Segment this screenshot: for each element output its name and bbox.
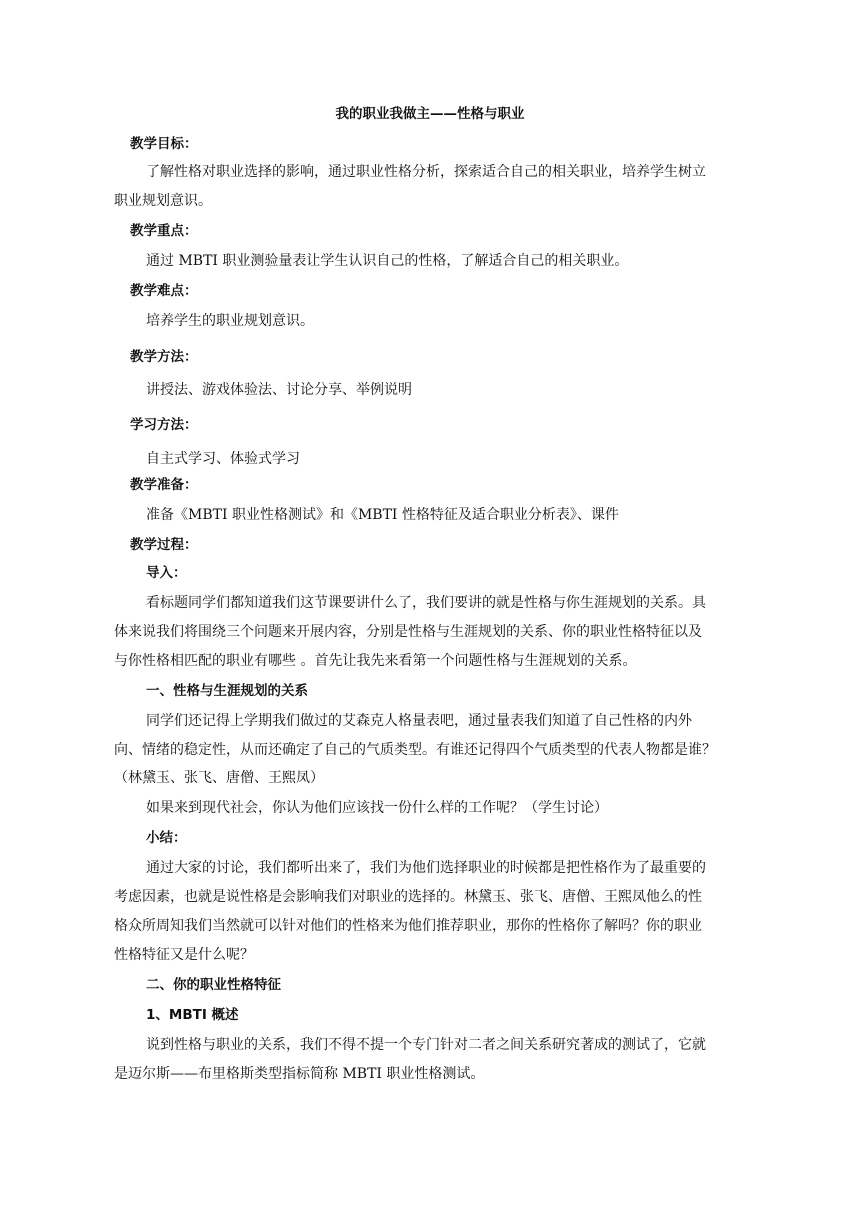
process-heading: 教学过程：: [130, 537, 198, 553]
key-heading: 教学重点：: [130, 223, 198, 239]
preparation-text: 准备《MBTI 职业性格测试》和《MBTI 性格特征及适合职业分析表》、课件: [146, 507, 619, 523]
section-1-text-line: （林黛玉、张飞、唐僧、王熙凤）: [114, 770, 324, 786]
section-1-text-line: 如果来到现代社会，你认为他们应该找一份什么样的工作呢？（学生讨论）: [146, 800, 608, 816]
summary-heading: 小结：: [146, 830, 187, 846]
method-text: 讲授法、游戏体验法、讨论分享、举例说明: [146, 382, 412, 398]
method-heading: 教学方法：: [130, 349, 198, 365]
goal-text-line: 职业规划意识。: [114, 193, 212, 209]
section-2-text-line: 是迈尔斯——布里格斯类型指标简称 MBTI 职业性格测试。: [114, 1066, 485, 1082]
goal-text-line: 了解性格对职业选择的影响，通过职业性格分析，探索适合自己的相关职业，培养学生树立: [146, 164, 706, 180]
learning-heading: 学习方法：: [130, 417, 198, 433]
section-1-text-line: 向、情绪的稳定性，从而还确定了自己的气质类型。有谁还记得四个气质类型的代表人物都是谁？: [114, 742, 716, 758]
section-2-heading: 二、你的职业性格特征: [146, 977, 281, 993]
section-1-text-line: 同学们还记得上学期我们做过的艾森克人格量表吧，通过量表我们知道了自己性格的内外: [146, 713, 692, 729]
summary-text-line: 考虑因素，也就是说性格是会影响我们对职业的选择的。林黛玉、张飞、唐僧、王熙凤他么的性: [114, 889, 702, 905]
learning-text: 自主式学习、体验式学习: [146, 451, 300, 467]
intro-heading: 导入：: [146, 565, 187, 581]
section-2-1-heading: 1、MBTI 概述: [146, 1007, 239, 1023]
intro-text-line: 与你性格相匹配的职业有哪些 。首先让我先来看第一个问题性格与生涯规划的关系。: [114, 653, 637, 669]
page-title: 我的职业我做主——性格与职业: [335, 106, 525, 122]
goal-heading: 教学目标：: [130, 136, 198, 152]
difficulty-text: 培养学生的职业规划意识。: [146, 313, 314, 329]
summary-text-line: 性格特征又是什么呢？: [114, 947, 254, 963]
intro-text-line: 看标题同学们都知道我们这节课要讲什么了，我们要讲的就是性格与你生涯规划的关系。具: [146, 595, 706, 611]
difficulty-heading: 教学难点：: [130, 283, 198, 299]
section-2-text-line: 说到性格与职业的关系，我们不得不提一个专门针对二者之间关系研究著成的测试了，它就: [146, 1037, 706, 1053]
summary-text-line: 格众所周知我们当然就可以针对他们的性格来为他们推荐职业，那你的性格你了解吗？你的职业: [114, 918, 702, 934]
key-text: 通过 MBTI 职业测验量表让学生认识自己的性格，了解适合自己的相关职业。: [146, 253, 629, 269]
summary-text-line: 通过大家的讨论，我们都听出来了，我们为他们选择职业的时候都是把性格作为了最重要的: [146, 860, 706, 876]
section-1-heading: 一、性格与生涯规划的关系: [146, 683, 308, 699]
preparation-heading: 教学准备：: [130, 477, 198, 493]
intro-text-line: 体来说我们将围绕三个问题来开展内容，分别是性格与生涯规划的关系、你的职业性格特征以及: [114, 624, 702, 640]
